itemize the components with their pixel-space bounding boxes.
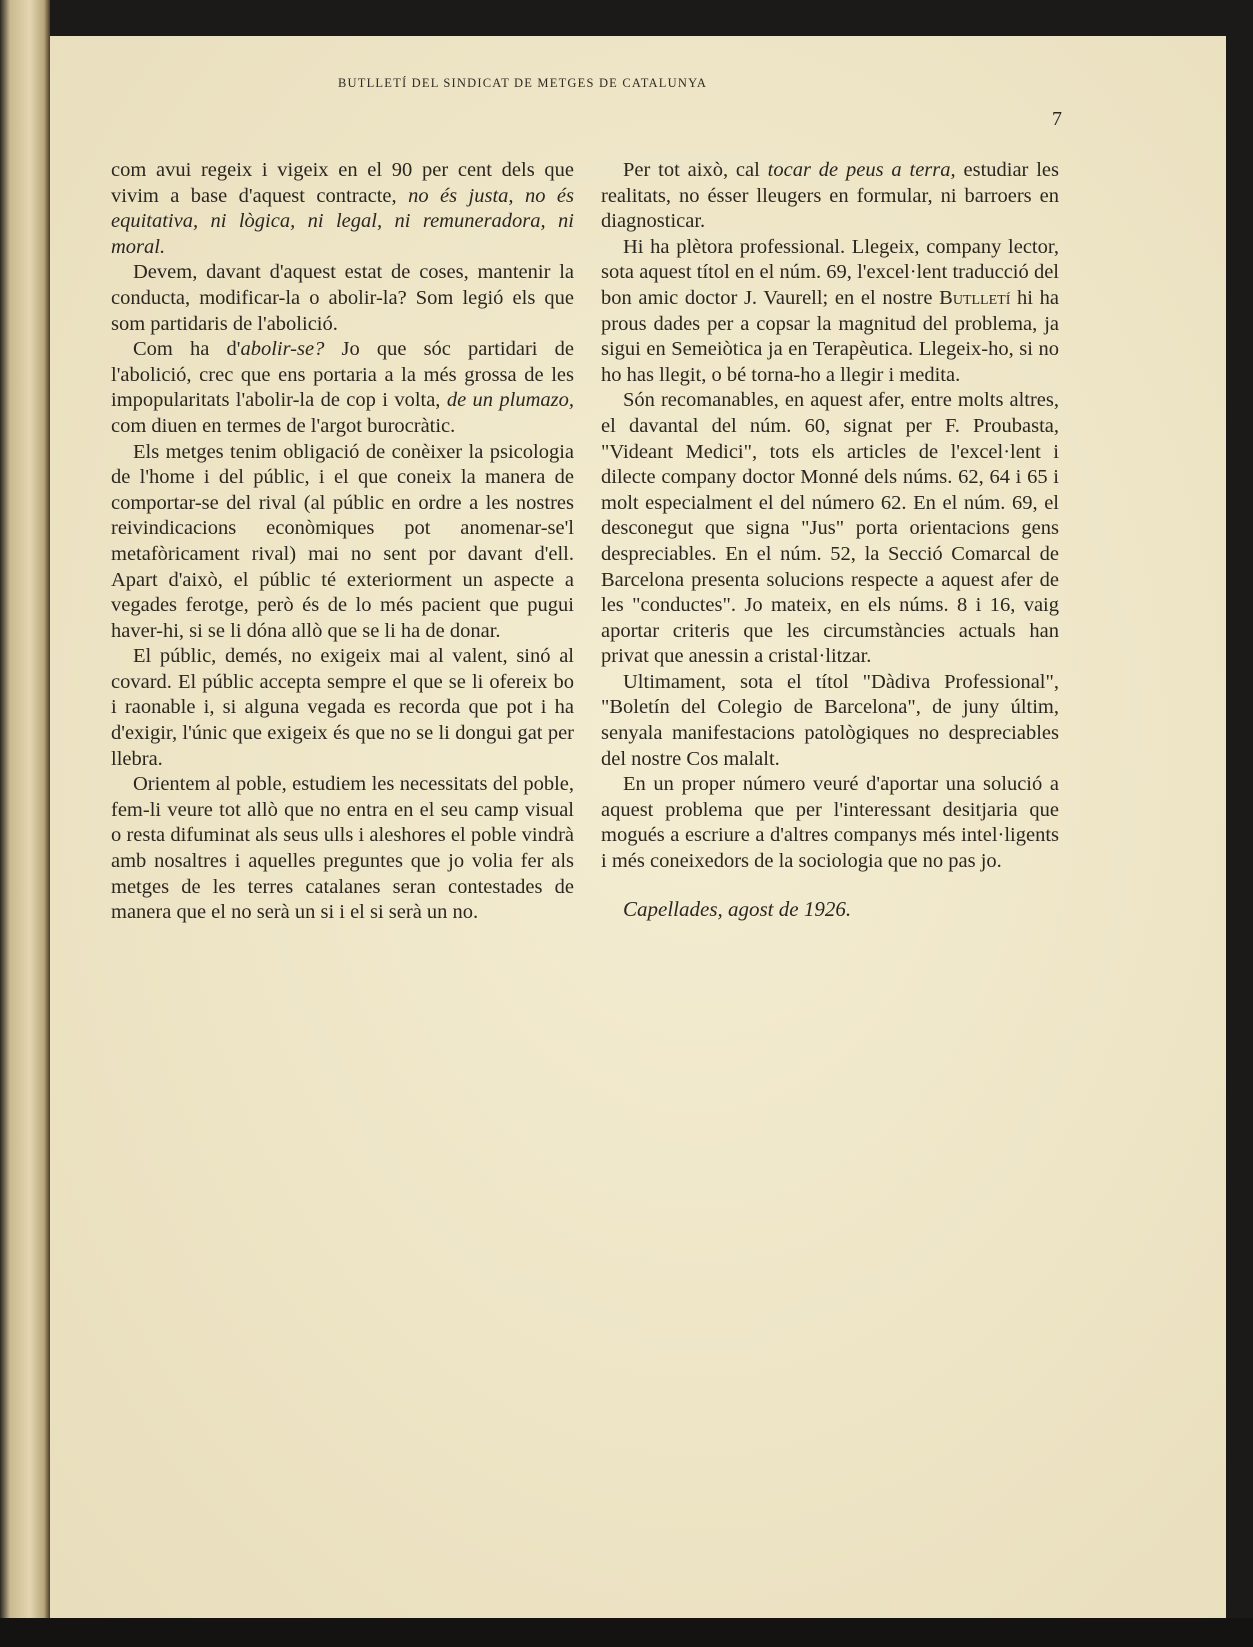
right-column [601,158,1059,922]
paragraph-text: com diuen en termes de l'argot burocràtic. [111,414,456,437]
paragraph: Orientem al poble, estudiem les necessitats del poble, fem-li veure tot allò que no entra en el seu camp visual o resta difuminat als seus ulls i aleshores el poble vindrà amb nosaltres i aquelles preguntes que jo volia fer als metges de les terres catalanes seran contestades de manera que el no serà un si i el si serà un no. [111,773,574,924]
paragraph [111,158,574,260]
paragraph: En un proper número veuré d'aportar una solució a aquest problema que per l'interessant desitjaria que mogués a escriure a d'altres companys més intel·ligents i més coneixedors de la sociologia que no pas jo. [601,773,1059,873]
paragraph-text: Hi ha plètora professional. Llegeix, company lector, sota aquest títol en el núm. 69, l'excel·lent traducció del bon amic doctor J. Vaurell; en el nostre [601,235,1059,309]
emphasis-text: de un plumazo, [446,389,574,412]
left-column [111,158,574,926]
paragraph-text: estudiar les realitats, no ésser lleugers en formular, ni barroers en diagnosticar. [601,159,1059,233]
paragraph [601,158,1059,235]
emphasis-text: no és justa, no és equitativa, ni lògica, ni legal, ni remuneradora, ni moral. [111,184,574,258]
paragraph: Ultimament, sota el títol "Dàdiva Professional", "Boletín del Colegio de Barcelona", de juny últim, senyala manifestacions patològiques no despreciables del nostre Cos malalt. [601,670,1059,770]
paragraph: Els metges tenim obligació de conèixer la psicologia de l'home i del públic, i el que coneix la manera de comportar-se del rival (al públic en ordre a les nostres reivindicacions econòmiques pot anomenar-se'l metafòricament rival) mai no sent por davant d'ell. Apart d'això, el públic té exteriorment un aspecte a vegades ferotge, però és de lo més pacient que pugui haver-hi, si se li dóna allò que se li ha de donar. [111,440,574,642]
scan-border [0,1618,1253,1647]
emphasis-text: tocar de peus a terra, [767,159,956,181]
journal-name: Butlletí [939,286,1011,309]
paragraph [111,337,574,439]
paragraph-text: Com ha d' [133,338,241,361]
paragraph: Devem, davant d'aquest estat de coses, mantenir la conducta, modificar-la o abolir-la? Som legió els que som partidaris de l'abolició. [111,261,574,335]
paragraph: El públic, demés, no exigeix mai al valent, sinó al covard. El públic accepta sempre el que se li ofereix bo i raonable i, si alguna vegada es recorda que pot i ha d'exigir, l'únic que exigeix és que no se li dongui gat per llebra. [111,645,574,770]
paragraph-text: Per tot això, cal [623,159,768,181]
paragraph-text: hi ha prous dades per a copsar la magnitud del problema, ja sigui en Semeiòtica ja en Terapèutica. Llegeix-ho, si no ho has llegit, o bé torna-ho a llegir i medita. [601,286,1060,386]
place-date-signoff: Capellades, agost de 1926. [623,896,852,921]
adjacent-page-edge [0,0,50,1647]
paragraph: Són recomanables, en aquest afer, entre molts altres, el davantal del núm. 60, signat per F. Proubasta, "Videant Medici", tots els articles de l'excel·lent i dilecte company doctor Monné dels núms. 62, 64 i 65 i molt especialment el del número 62. En el núm. 69, el desconegut que signa "Jus" porta orientacions gens despreciables. En el núm. 52, la Secció Comarcal de Barcelona presenta solucions respecte a aquest afer de les "conductes". Jo mateix, en els núms. 8 i 16, vaig aportar criteris que les circumstàncies actuals han privat que anessin a cristal·litzar. [601,389,1059,668]
emphasis-text: abolir-se? [240,338,325,361]
paragraph-text: com avui regeix i vigeix en el 90 per cent dels que vivim a base d'aquest contracte, [111,159,574,207]
paragraph [601,235,1059,389]
page-number: 7 [1052,108,1062,130]
paragraph-text: Jo que sóc partidari de l'abolició, crec que ens portaria a la més grossa de les impopularitats l'abolir-la de cop i volta, [111,338,574,412]
running-head: BUTLLETÍ DEL SINDICAT DE METGES DE CATALUNYA [338,76,708,90]
